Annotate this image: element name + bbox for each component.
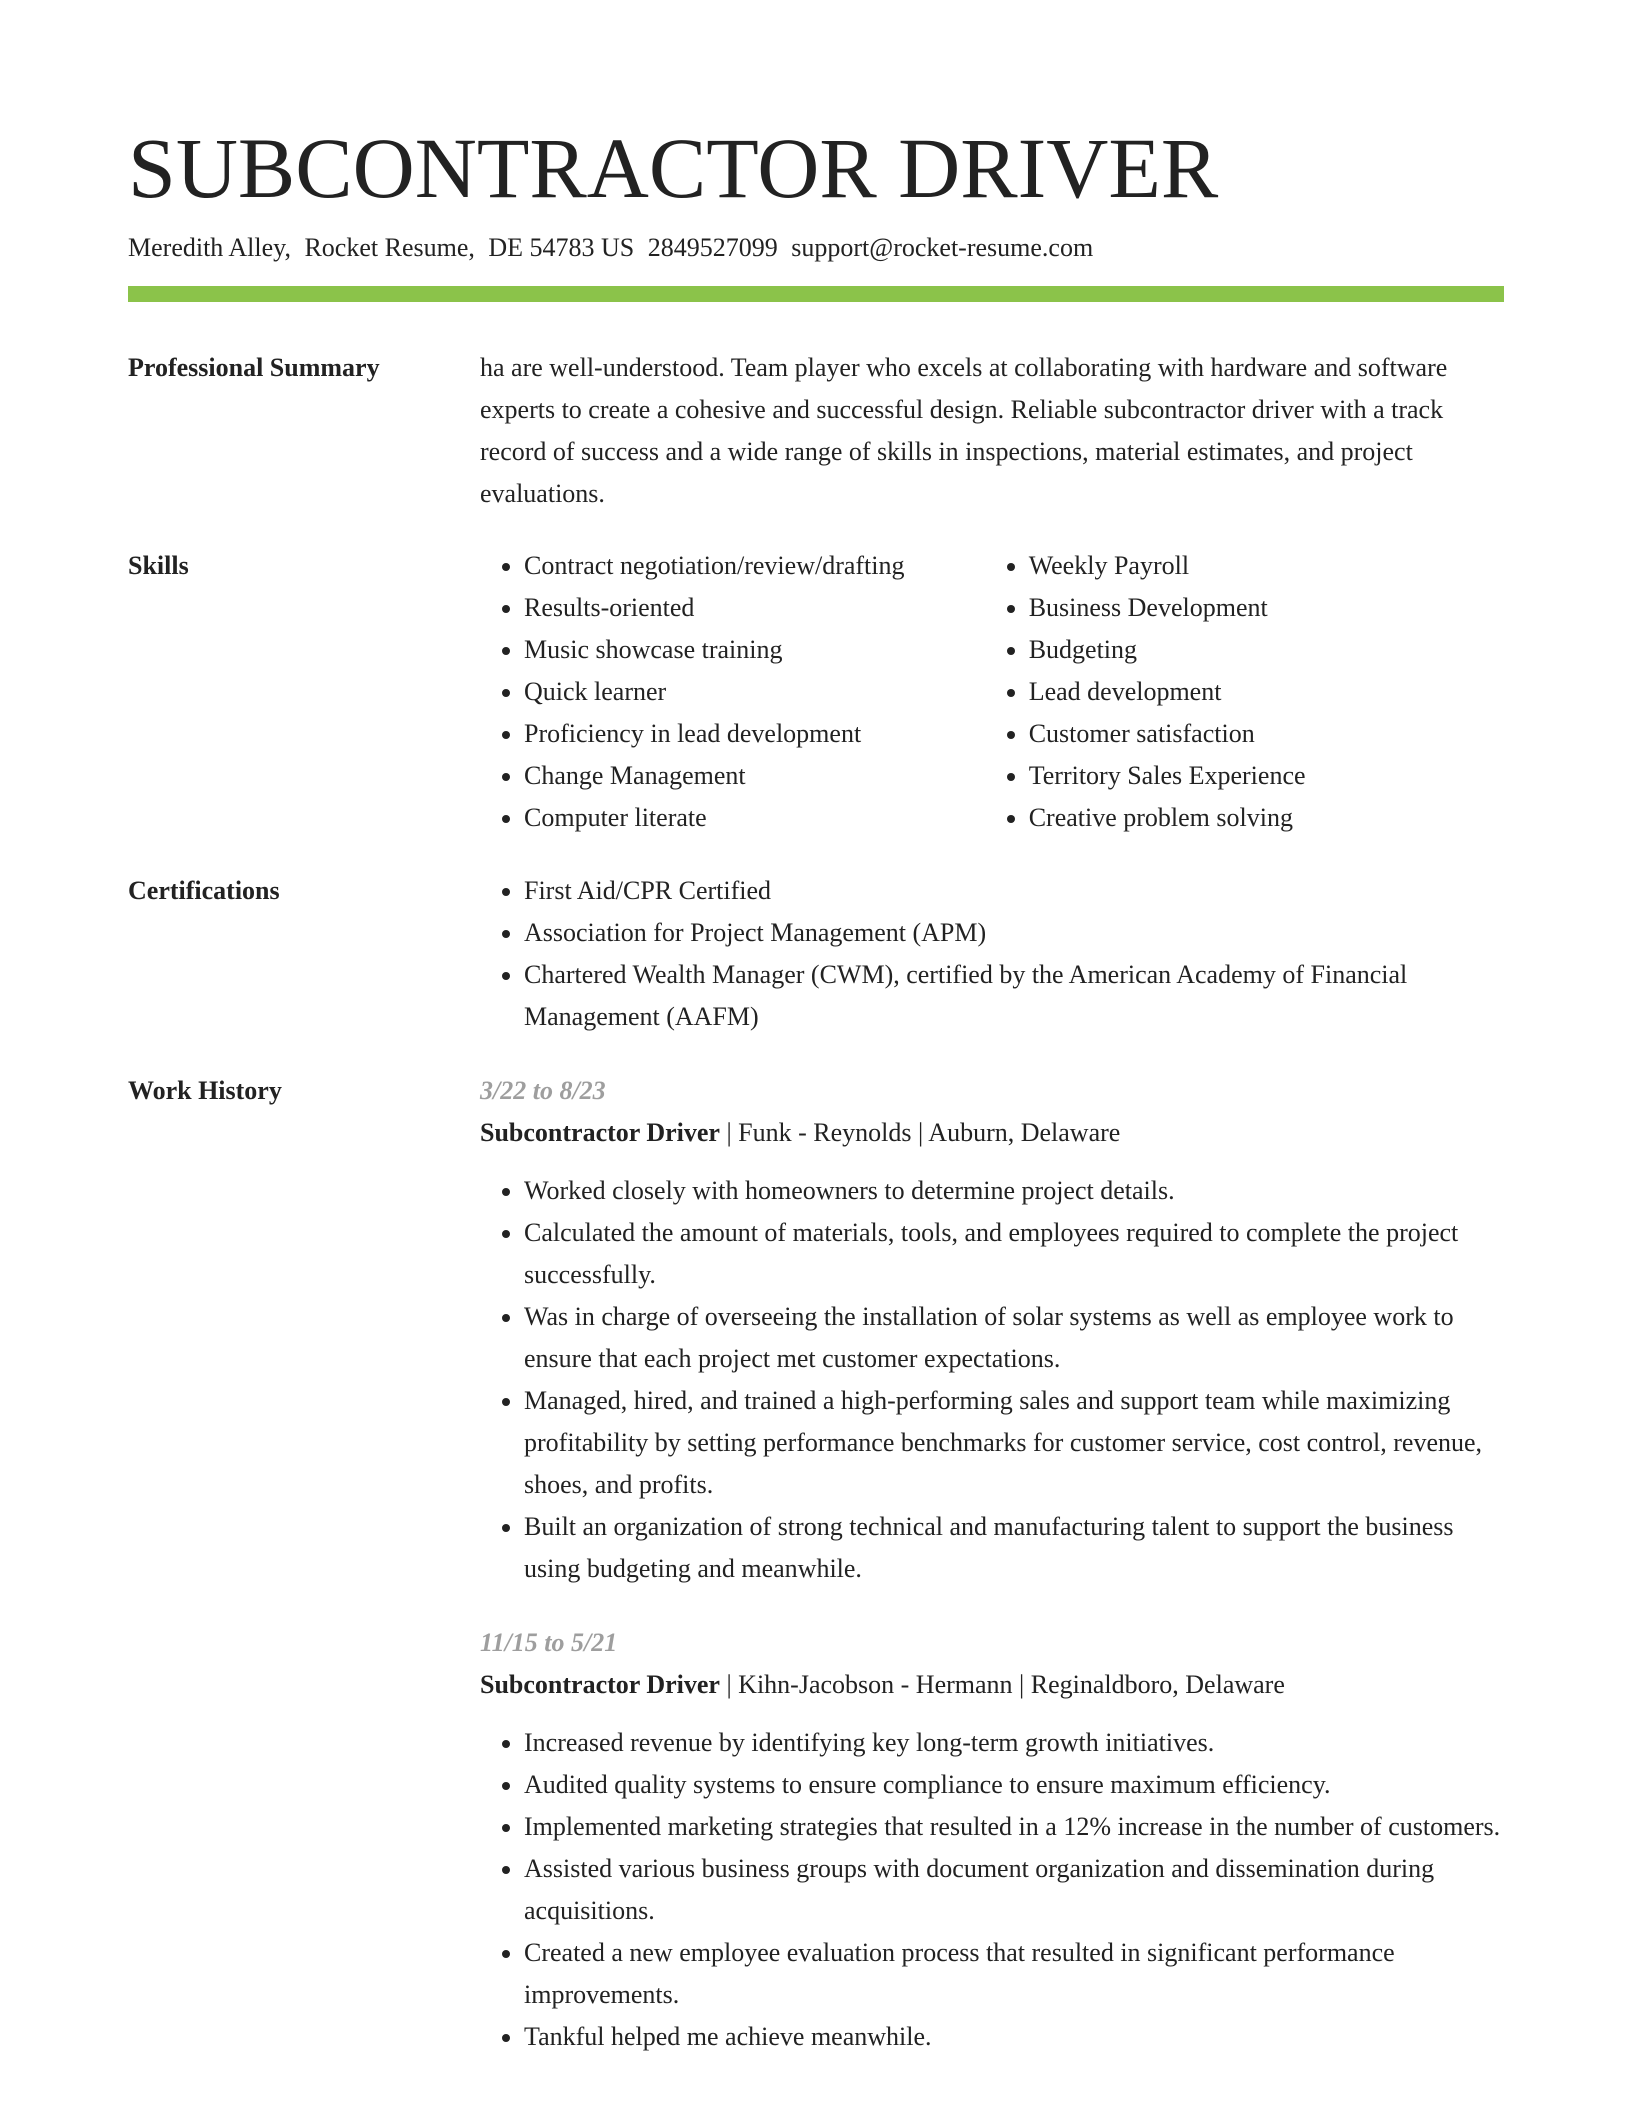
- job-dates: 11/15 to 5/21: [480, 1628, 618, 1657]
- contact-line: [128, 230, 1093, 266]
- job-employer-location: | Funk - Reynolds | Auburn, Delaware: [719, 1118, 1121, 1147]
- list-item: • Change Management: [524, 755, 985, 797]
- list-item: • Results-oriented: [524, 587, 985, 629]
- skills-label: Skills: [128, 551, 189, 580]
- list-item: • Computer literate: [524, 797, 985, 839]
- list-item: • Calculated the amount of materials, tools, and employees required to complete the project successfully.: [524, 1212, 1504, 1296]
- list-item: • Worked closely with homeowners to determine project details.: [524, 1170, 1504, 1212]
- job-heading: [480, 1664, 1504, 1706]
- list-item: • First Aid/CPR Certified: [524, 870, 1504, 912]
- job-employer-location: | Kihn-Jacobson - Hermann | Reginaldboro, Delaware: [719, 1670, 1285, 1699]
- list-item: • Contract negotiation/review/drafting: [524, 545, 985, 587]
- list-item: • Creative problem solving: [1029, 797, 1504, 839]
- list-item: • Association for Project Management (APM): [524, 912, 1504, 954]
- contact-name: Meredith Alley,: [128, 233, 291, 262]
- contact-region: DE 54783 US: [488, 233, 635, 262]
- job-entry: [480, 1622, 1504, 2058]
- contact-phone: 2849527099: [647, 233, 778, 262]
- list-item: • Business Development: [1029, 587, 1504, 629]
- certifications-label: Certifications: [128, 876, 280, 905]
- skills-column-right: [985, 545, 1504, 839]
- list-item: • Budgeting: [1029, 629, 1504, 671]
- job-duties-list: [480, 1170, 1504, 1590]
- resume-title: SUBCONTRACTOR DRIVER: [128, 120, 1219, 216]
- list-item: • Built an organization of strong technical and manufacturing talent to support the business using budgeting and meanwhile.: [524, 1506, 1504, 1590]
- list-item: • Territory Sales Experience: [1029, 755, 1504, 797]
- job-title: Subcontractor Driver: [480, 1118, 720, 1147]
- list-item: • Quick learner: [524, 671, 985, 713]
- contact-email: support@rocket-resume.com: [791, 233, 1094, 262]
- list-item: • Chartered Wealth Manager (CWM), certified by the American Academy of Financial Management (AAFM): [524, 954, 1504, 1038]
- list-item: • Customer satisfaction: [1029, 713, 1504, 755]
- list-item: • Implemented marketing strategies that resulted in a 12% increase in the number of customers.: [524, 1806, 1504, 1848]
- skills-column-left: [480, 545, 985, 839]
- summary-label: Professional Summary: [128, 353, 380, 382]
- list-item: • Music showcase training: [524, 629, 985, 671]
- header-divider: [128, 286, 1504, 302]
- list-item: • Was in charge of overseeing the installation of solar systems as well as employee work to ensure that each project met customer expectations.: [524, 1296, 1504, 1380]
- work-history-label: Work History: [128, 1076, 282, 1105]
- certifications-list: [480, 870, 1504, 1038]
- list-item: • Weekly Payroll: [1029, 545, 1504, 587]
- list-item: • Tankful helped me achieve meanwhile.: [524, 2016, 1504, 2058]
- list-item: • Created a new employee evaluation process that resulted in significant performance improvements.: [524, 1932, 1504, 2016]
- list-item: • Lead development: [1029, 671, 1504, 713]
- job-heading: [480, 1112, 1504, 1154]
- list-item: • Assisted various business groups with document organization and dissemination during acquisitions.: [524, 1848, 1504, 1932]
- job-dates: 3/22 to 8/23: [480, 1076, 606, 1105]
- list-item: • Proficiency in lead development: [524, 713, 985, 755]
- job-duties-list: [480, 1722, 1504, 2058]
- list-item: • Audited quality systems to ensure compliance to ensure maximum efficiency.: [524, 1764, 1504, 1806]
- list-item: • Managed, hired, and trained a high-performing sales and support team while maximizing profitability by setting performance benchmarks for customer service, cost control, revenue, shoes, and profits.: [524, 1380, 1504, 1506]
- contact-org: Rocket Resume,: [304, 233, 475, 262]
- list-item: • Increased revenue by identifying key long-term growth initiatives.: [524, 1722, 1504, 1764]
- job-entry: [480, 1070, 1504, 1590]
- summary-text: ha are well-understood. Team player who excels at collaborating with hardware and software experts to create a cohesive and successful design. Reliable subcontractor driver with a track record of success and a wide range of skills in inspections, material estimates, and project evaluations.: [480, 353, 1448, 508]
- job-title: Subcontractor Driver: [480, 1670, 720, 1699]
